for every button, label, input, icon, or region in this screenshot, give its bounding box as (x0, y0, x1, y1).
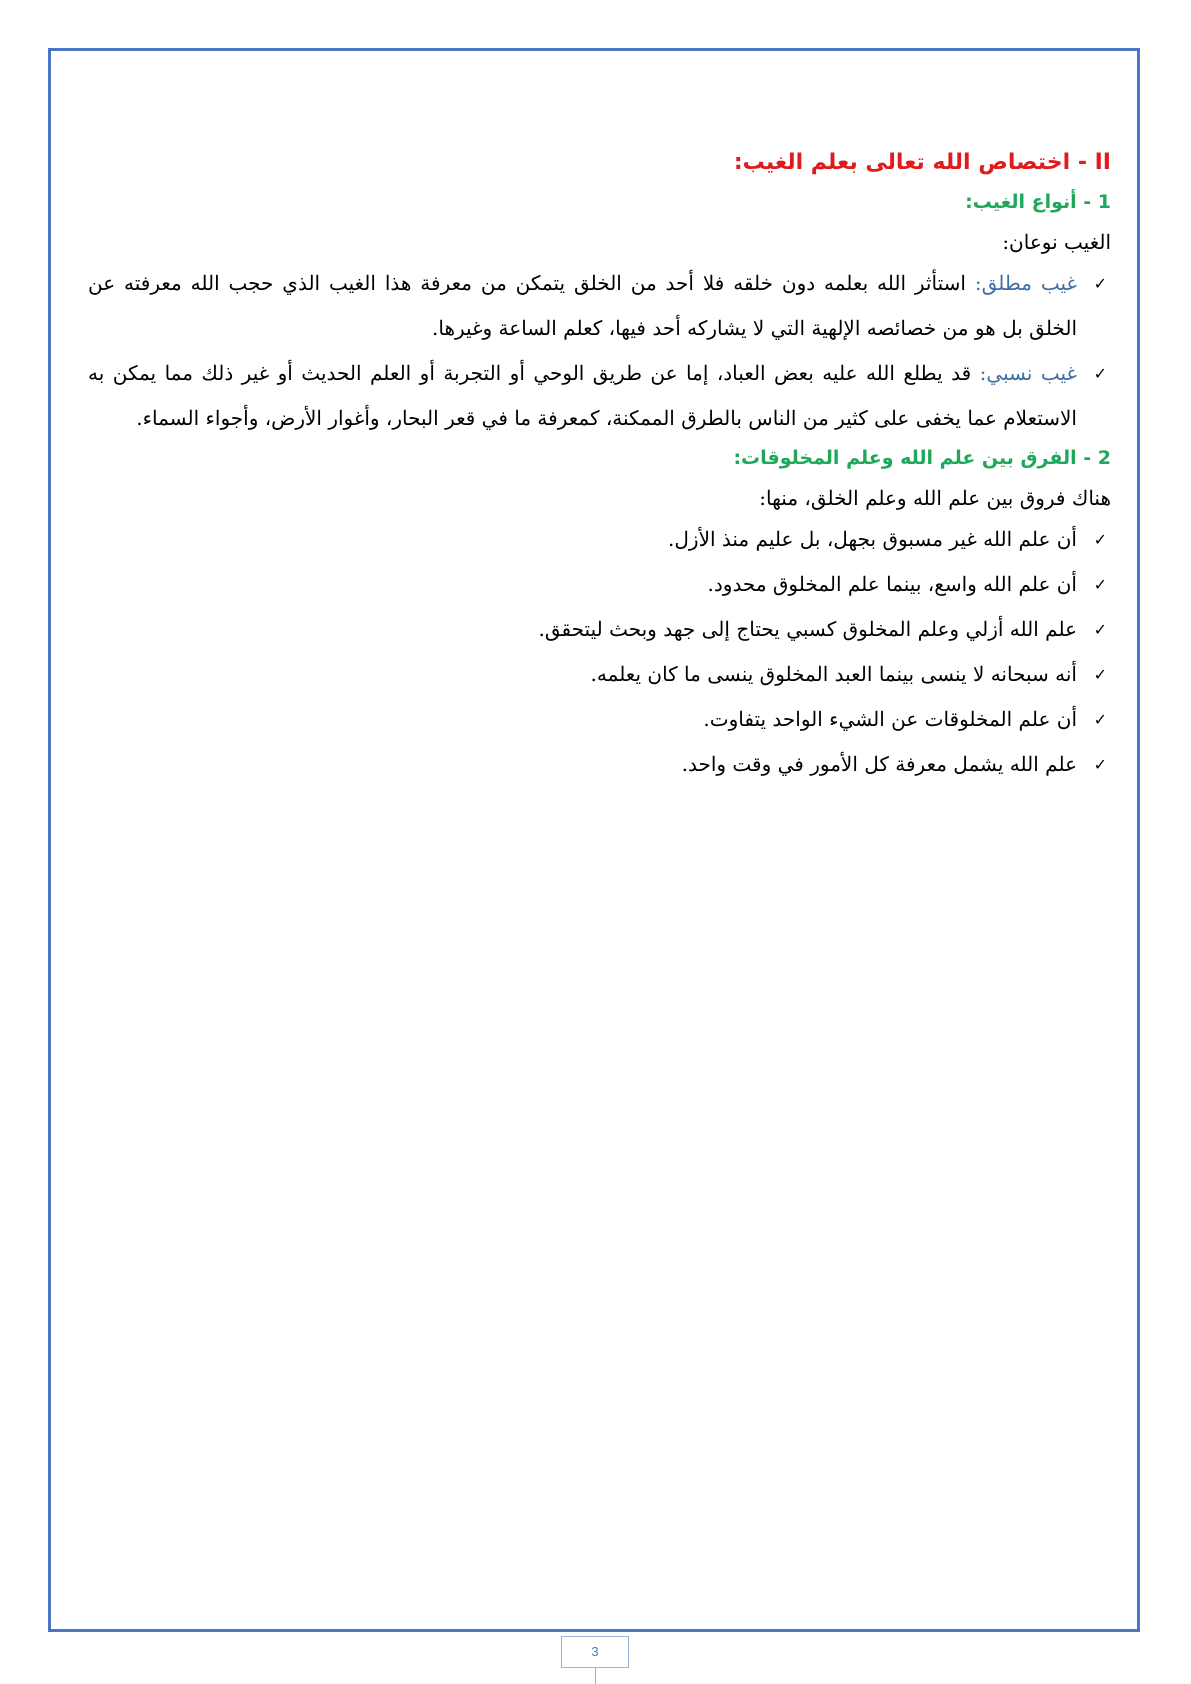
term-absolute: غيب مطلق: (974, 271, 1077, 295)
list-item (88, 607, 1111, 652)
list-item (88, 742, 1111, 787)
checkmark-icon: ✓ (1093, 620, 1107, 639)
section-title: II - اختصاص الله تعالى بعلم الغيب: (733, 150, 1111, 175)
subsection-title-difference: 2 - الفرق بين علم الله وعلم المخلوقات: (733, 447, 1111, 469)
difference-list (88, 517, 1111, 787)
list-item (88, 562, 1111, 607)
difference-intro: هناك فروق بين علم الله وعلم الخلق، منها: (759, 486, 1111, 510)
checkmark-icon: ✓ (1093, 755, 1107, 774)
list-item (88, 261, 1111, 351)
page-number-stem (595, 1668, 596, 1684)
list-item-text: أن علم الله واسع، بينما علم المخلوق محدود. (707, 572, 1077, 596)
list-item (88, 697, 1111, 742)
term-relative-text: قد يطلع الله عليه بعض العباد، إما عن طريق الوحي أو التجربة أو العلم الحديث أو غير ذلك مما يمكن به الاستعلام عما يخفى على كثير من الناس بالطرق الممكنة، كمعرفة ما في قعر البحار، وأغوار الأرض، وأجواء السماء. (88, 361, 1077, 430)
types-intro: الغيب نوعان: (1002, 230, 1111, 254)
checkmark-icon: ✓ (1093, 530, 1107, 549)
list-item-text: أن علم المخلوقات عن الشيء الواحد يتفاوت. (703, 707, 1077, 731)
types-list (88, 261, 1111, 441)
list-item-text: علم الله يشمل معرفة كل الأمور في وقت واحد. (681, 752, 1077, 776)
checkmark-icon: ✓ (1093, 575, 1107, 594)
page-number: 3 (561, 1636, 629, 1668)
list-item (88, 652, 1111, 697)
checkmark-icon: ✓ (1093, 364, 1107, 383)
list-item (88, 351, 1111, 441)
document-body (88, 150, 1111, 787)
list-item-text: أنه سبحانه لا ينسى بينما العبد المخلوق ينسى ما كان يعلمه. (590, 662, 1077, 686)
checkmark-icon: ✓ (1093, 665, 1107, 684)
list-item (88, 517, 1111, 562)
subsection-title-types: 1 - أنواع الغيب: (965, 191, 1111, 213)
checkmark-icon: ✓ (1093, 274, 1107, 293)
list-item-text: علم الله أزلي وعلم المخلوق كسبي يحتاج إلى جهد وبحث ليتحقق. (538, 617, 1077, 641)
term-absolute-text: استأثر الله بعلمه دون خلقه فلا أحد من الخلق يتمكن من معرفة هذا الغيب الذي حجب الله معرفته عن الخلق بل هو من خصائصه الإلهية التي لا يشاركه أحد فيها، كعلم الساعة وغيرها. (88, 271, 1077, 340)
list-item-text: أن علم الله غير مسبوق بجهل، بل عليم منذ الأزل. (668, 527, 1077, 551)
checkmark-icon: ✓ (1093, 710, 1107, 729)
term-relative: غيب نسبي: (979, 361, 1078, 385)
